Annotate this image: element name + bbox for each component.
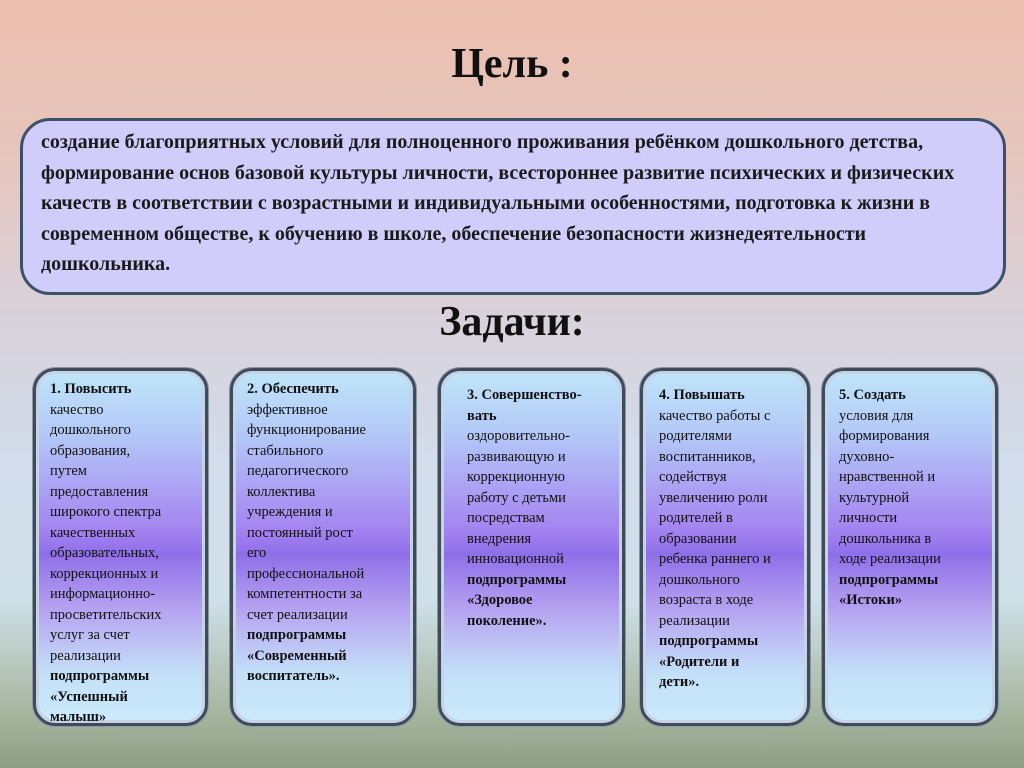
task-lead: Создать — [853, 387, 906, 403]
task-body: оздоровительно- развивающую и коррекционную работу с детьми посредствам внедрения инновационной — [467, 428, 570, 567]
task-subprogram: подпрограммы «Родители и дети». — [659, 633, 759, 690]
task-number: 4. — [659, 387, 670, 403]
task-number: 3. — [467, 387, 478, 403]
tasks-title: Задачи: — [439, 299, 585, 345]
goal-title: Цель : — [451, 41, 573, 87]
task-lead: Повышать — [673, 387, 745, 403]
task-card-2 — [230, 368, 416, 726]
task-number: 5. — [839, 387, 850, 403]
task-number: 2. — [247, 381, 258, 397]
task-subprogram: подпрограммы «Успешный малыш» — [50, 668, 150, 725]
task-body: эффективное функционирование стабильного педагогического коллектива учреждения и постоянный рост его профессиональной компетентности за счет реализации — [247, 401, 366, 623]
task-lead: Совершенство- вать — [467, 387, 582, 424]
task-number: 1. — [50, 381, 61, 397]
task-subprogram: подпрограммы «Современный воспитатель». — [247, 627, 347, 684]
task-card-4 — [640, 368, 810, 726]
task-body: качество дошкольного образования, путем предоставления широкого спектра качественных образовательных, коррекционных и информационно- просветительских услуг за счет реализации — [50, 401, 162, 664]
task-card-1 — [33, 368, 208, 726]
task-lead: Обеспечить — [261, 381, 339, 397]
task-card-5 — [822, 368, 998, 726]
goal-text: создание благоприятных условий для полноценного проживания ребёнком дошкольного детства, формирование основ базовой культуры личности, всестороннее развитие психических и физических качеств в соответствии с возрастными и индивидуальными особенностями, подготовка к жизни в современном обществе, к обучению в школе, обеспечение безопасности жизнедеятельности дошкольника. — [41, 131, 955, 275]
task-lead: Повысить — [64, 381, 132, 397]
task-body: качество работы с родителями воспитанников, содействуя увеличению роли родителей в образовании ребенка раннего и дошкольного возраста в ходе реализации — [659, 407, 771, 629]
task-subprogram: подпрограммы «Здоровое поколение». — [467, 571, 567, 629]
task-subprogram: подпрограммы «Истоки» — [839, 571, 939, 608]
task-body: условия для формирования духовно- нравственной и культурной личности дошкольника в ходе реализации — [839, 407, 941, 567]
task-card-3 — [438, 368, 625, 726]
goal-text-box — [20, 118, 1006, 295]
